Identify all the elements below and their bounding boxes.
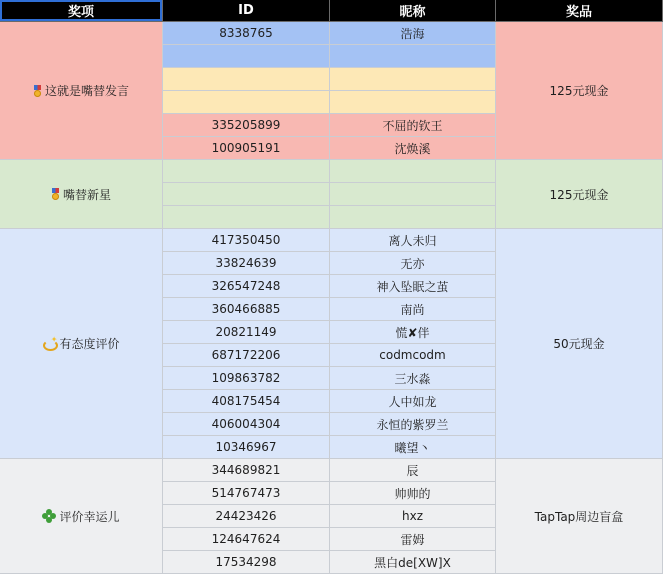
id-cell[interactable]: 24423426 bbox=[163, 505, 330, 528]
id-cell[interactable]: 124647624 bbox=[163, 528, 330, 551]
id-cell[interactable]: 360466885 bbox=[163, 298, 330, 321]
id-cell[interactable]: 344689821 bbox=[163, 459, 330, 482]
nickname-cell[interactable]: 浩海 bbox=[330, 22, 496, 45]
prize-cell[interactable]: 125元现金 bbox=[496, 22, 663, 160]
nickname-cell[interactable]: 慌✘伴 bbox=[330, 321, 496, 344]
id-cell[interactable]: 8338765 bbox=[163, 22, 330, 45]
id-cell[interactable]: 687172206 bbox=[163, 344, 330, 367]
id-cell[interactable]: 10346967 bbox=[163, 436, 330, 459]
id-cell[interactable]: 326547248 bbox=[163, 275, 330, 298]
nickname-cell[interactable]: 雷姆 bbox=[330, 528, 496, 551]
id-cell[interactable]: 335205899 bbox=[163, 114, 330, 137]
id-cell[interactable]: 100905191 bbox=[163, 137, 330, 160]
id-cell[interactable]: 109863782 bbox=[163, 367, 330, 390]
id-cell[interactable] bbox=[163, 91, 330, 114]
nickname-cell[interactable] bbox=[330, 183, 496, 206]
nickname-cell[interactable]: 永恒的紫罗兰 bbox=[330, 413, 496, 436]
id-cell[interactable]: 417350450 bbox=[163, 229, 330, 252]
award-category-cell[interactable] bbox=[0, 160, 163, 229]
nickname-cell[interactable] bbox=[330, 206, 496, 229]
award-category-label: 嘴替新星 bbox=[62, 187, 111, 202]
nickname-cell[interactable]: 无亦 bbox=[330, 252, 496, 275]
nickname-cell[interactable]: 人中如龙 bbox=[330, 390, 496, 413]
nickname-cell[interactable]: 离人未归 bbox=[330, 229, 496, 252]
prize-cell[interactable]: 50元现金 bbox=[496, 229, 663, 459]
id-cell[interactable] bbox=[163, 68, 330, 91]
id-cell[interactable] bbox=[163, 160, 330, 183]
nickname-cell[interactable] bbox=[330, 91, 496, 114]
prize-cell[interactable]: 125元现金 bbox=[496, 160, 663, 229]
header-prize-cell[interactable]: 奖品 bbox=[496, 0, 663, 22]
nickname-cell[interactable]: 神入坠眠之茧 bbox=[330, 275, 496, 298]
award-category-cell[interactable] bbox=[0, 459, 163, 574]
nickname-cell[interactable]: codmcodm bbox=[330, 344, 496, 367]
header-nickname-cell[interactable]: 昵称 bbox=[330, 0, 496, 22]
id-cell[interactable]: 408175454 bbox=[163, 390, 330, 413]
nickname-cell[interactable]: 帅帅的 bbox=[330, 482, 496, 505]
dizzy-icon bbox=[42, 338, 56, 350]
nickname-cell[interactable]: 三水淼 bbox=[330, 367, 496, 390]
nickname-cell[interactable]: 辰 bbox=[330, 459, 496, 482]
id-cell[interactable]: 406004304 bbox=[163, 413, 330, 436]
id-cell[interactable]: 20821149 bbox=[163, 321, 330, 344]
nickname-cell[interactable]: 沈焕溪 bbox=[330, 137, 496, 160]
medal-icon bbox=[33, 85, 42, 97]
id-cell[interactable]: 17534298 bbox=[163, 551, 330, 574]
id-cell[interactable]: 514767473 bbox=[163, 482, 330, 505]
header-id-cell[interactable]: ID bbox=[163, 0, 330, 22]
four-leaf-clover-icon bbox=[42, 509, 56, 523]
nickname-cell[interactable]: 黑白de[XW]X bbox=[330, 551, 496, 574]
award-category-label: 评价幸运儿 bbox=[59, 509, 120, 524]
award-category-cell[interactable] bbox=[0, 229, 163, 459]
prize-cell[interactable]: TapTap周边盲盒 bbox=[496, 459, 663, 574]
nickname-cell[interactable]: 不屈的钦王 bbox=[330, 114, 496, 137]
award-category-cell[interactable] bbox=[0, 22, 163, 160]
nickname-cell[interactable]: hxz bbox=[330, 505, 496, 528]
medal-icon bbox=[51, 188, 60, 200]
id-cell[interactable] bbox=[163, 206, 330, 229]
nickname-cell[interactable] bbox=[330, 68, 496, 91]
header-award-cell[interactable]: 奖项 bbox=[0, 0, 163, 22]
nickname-cell[interactable]: 南尚 bbox=[330, 298, 496, 321]
nickname-cell[interactable] bbox=[330, 45, 496, 68]
award-category-label: 有态度评价 bbox=[59, 337, 120, 351]
nickname-cell[interactable]: 曦望丶 bbox=[330, 436, 496, 459]
id-cell[interactable]: 33824639 bbox=[163, 252, 330, 275]
id-cell[interactable] bbox=[163, 183, 330, 206]
award-category-label: 这就是嘴替发言 bbox=[44, 84, 129, 98]
nickname-cell[interactable] bbox=[330, 160, 496, 183]
id-cell[interactable] bbox=[163, 45, 330, 68]
